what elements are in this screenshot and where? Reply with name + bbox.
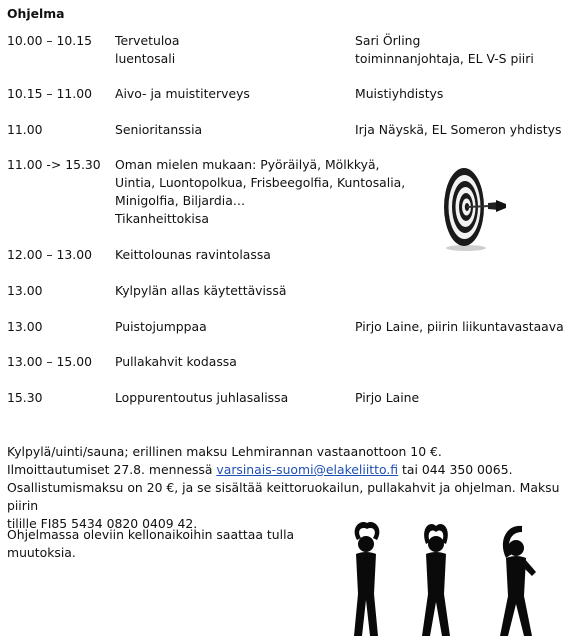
schedule-time: 11.00: [7, 122, 43, 137]
host-line: Sari Örling: [355, 33, 421, 48]
activity-line: Loppurentoutus juhlasalissa: [115, 390, 289, 405]
host-line: Pirjo Laine, piirin liikuntavastaava: [355, 319, 564, 334]
host-line: Irja Näyskä, EL Someron yhdistys: [355, 122, 562, 137]
activity-line: Aivo- ja muistiterveys: [115, 86, 250, 101]
stretching-figures-image: [336, 520, 568, 638]
schedule-activity: [115, 246, 435, 264]
schedule-time: 11.00 -> 15.30: [7, 157, 101, 172]
info-text: tai 044 350 0065.: [398, 462, 513, 477]
schedule-time: 13.00: [7, 319, 43, 334]
info-line: tilille FI85 5434 0820 0409 42.: [7, 516, 198, 531]
activity-line: Pullakahvit kodassa: [115, 354, 237, 369]
schedule-time: 12.00 – 13.00: [7, 247, 93, 262]
page-title: Ohjelma: [7, 6, 65, 21]
activity-line: Senioritanssia: [115, 122, 203, 137]
dartboard-icon: [436, 166, 508, 252]
info-text: Ilmoittautumiset 27.8. mennessä: [7, 462, 217, 477]
activity-line: Kylpylän allas käytettävissä: [115, 283, 287, 298]
activity-line: Keittolounas ravintolassa: [115, 247, 271, 262]
schedule-time: 13.00: [7, 283, 43, 298]
schedule-host: [355, 85, 570, 103]
note-line: muutoksia.: [7, 545, 76, 560]
schedule-activity: [115, 282, 435, 300]
activity-line: Oman mielen mukaan: Pyöräilyä, Mölkkyä,: [115, 157, 380, 172]
schedule-host: [355, 32, 570, 68]
activity-line: Uintia, Luontopolkua, Frisbeegolfia, Kuntosalia,: [115, 175, 406, 190]
email-link[interactable]: varsinais-suomi@elakeliitto.fi: [216, 462, 399, 477]
info-line: Kylpylä/uinti/sauna; erillinen maksu Lehmirannan vastaanottoon 10 €.: [7, 444, 442, 459]
activity-line: Tikanheittokisa: [115, 211, 209, 226]
activity-line: Minigolfia, Biljardia…: [115, 193, 246, 208]
schedule-time: 15.30: [7, 390, 43, 405]
schedule-host: [355, 121, 570, 139]
host-line: toiminnanjohtaja, EL V-S piiri: [355, 51, 534, 66]
schedule-time: 10.00 – 10.15: [7, 33, 93, 48]
schedule-time: 13.00 – 15.00: [7, 354, 93, 369]
host-line: Muistiyhdistys: [355, 86, 444, 101]
schedule-note: [7, 526, 297, 562]
schedule-activity: [115, 353, 435, 371]
host-line: Pirjo Laine: [355, 390, 420, 405]
activity-line: Puistojumppaa: [115, 319, 207, 334]
activity-line: Tervetuloa: [115, 33, 180, 48]
schedule-host: [355, 318, 570, 336]
info-line: Osallistumismaksu on 20 €, ja se sisältää keittoruokailun, pullakahvit ja ohjelman. Maksu piirin: [7, 480, 560, 513]
info-line: [7, 461, 572, 479]
schedule-time: 10.15 – 11.00: [7, 86, 93, 101]
schedule-activity: [115, 156, 435, 228]
note-line: Ohjelmassa oleviin kellonaikoihin saattaa tulla: [7, 527, 295, 542]
schedule-host: [355, 389, 570, 407]
activity-line: luentosali: [115, 51, 176, 66]
